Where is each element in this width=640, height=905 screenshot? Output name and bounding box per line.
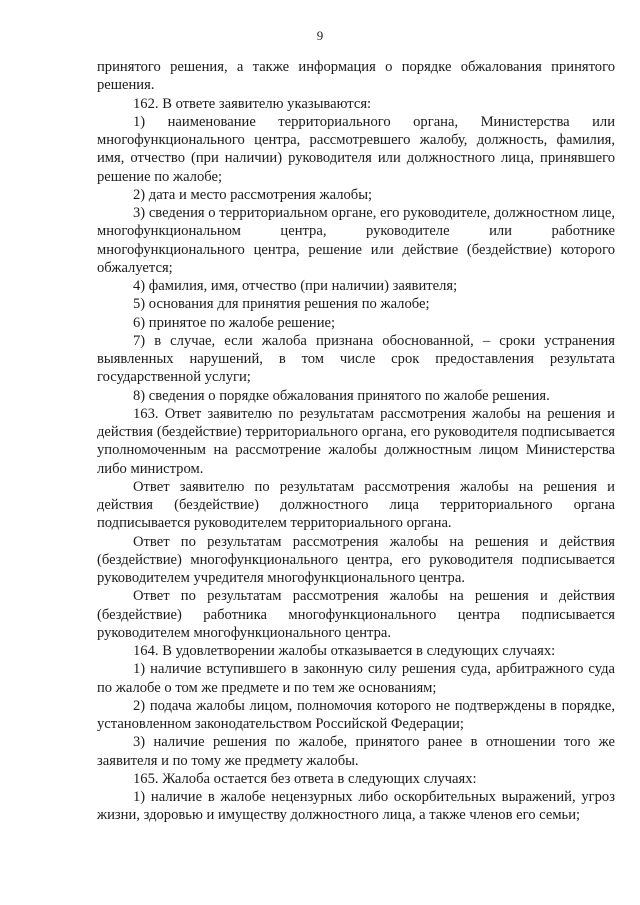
document-body — [97, 58, 615, 825]
paragraph: 164. В удовлетворении жалобы отказывается в следующих случаях: — [133, 643, 556, 659]
list-item: 2) дата и место рассмотрения жалобы; — [133, 186, 373, 203]
paragraph: принятого решения, а также информация о порядке обжалования принятого решения. — [97, 59, 615, 94]
paragraph: Ответ по результатам рассмотрения жалобы на решения и действия (бездействие) работника многофункционального центра подписывается руководителем многофункционального центра. — [97, 588, 615, 641]
paragraph: 165. Жалоба остается без ответа в следующих случаях: — [133, 770, 477, 787]
list-item: 8) сведения о порядке обжалования принятого по жалобе решения. — [133, 387, 550, 404]
list-item: 5) основания для принятия решения по жалобе; — [133, 296, 430, 313]
paragraph: Ответ заявителю по результатам рассмотрения жалобы на решения и действия (бездействие) должностного лица территориального органа подписывается руководителем территориального органа. — [97, 478, 615, 532]
page-number: 9 — [316, 28, 324, 43]
list-item: 4) фамилия, имя, отчество (при наличии) заявителя; — [133, 278, 458, 294]
list-item: 3) наличие решения по жалобе, принятого ранее в отношении того же заявителя и по тому же предмету жалобы. — [97, 734, 615, 769]
list-item: 1) наличие в жалобе нецензурных либо оскорбительных выражений, угроз жизни, здоровью и имуществу должностного лица, а также членов его семьи; — [97, 789, 615, 824]
list-item: 6) принятое по жалобе решение; — [133, 314, 336, 331]
list-item: 2) подача жалобы лицом, полномочия которого не подтверждены в порядке, установленном законодательством Российской Федерации; — [97, 697, 615, 732]
list-item: 1) наименование территориального органа, Министерства или многофункционального центра, рассмотревшего жалобу, должность, фамилия, имя, отчество (при наличии) руководителя или должностного лица, принявшего решение по жалобе; — [97, 113, 615, 185]
list-item: 1) наличие вступившего в законную силу решения суда, арбитражного суда по жалобе о том же предмете и по тем же основаниям; — [97, 661, 615, 696]
list-item: 7) в случае, если жалоба признана обоснованной, – сроки устранения выявленных нарушений, в том числе срок предоставления результата государственной услуги; — [97, 332, 615, 386]
list-item: 3) сведения о территориальном органе, его руководителе, должностном лице, многофункциональном центра, руководителе или работнике многофункционального центра, решение или действие (бездействие) которого обжалуется; — [97, 205, 615, 276]
paragraph: Ответ по результатам рассмотрения жалобы на решения и действия (бездействие) многофункционального центра, его руководителя подписывается руководителем учредителя многофункционального центра. — [97, 533, 615, 586]
paragraph: 163. Ответ заявителю по результатам рассмотрения жалобы на решения и действия (бездействие) территориального органа, его руководителя подписывается уполномоченным на рассмотрение жалобы должностным лицом Министерства либо министром. — [97, 405, 615, 477]
paragraph: 162. В ответе заявителю указываются: — [133, 95, 372, 112]
